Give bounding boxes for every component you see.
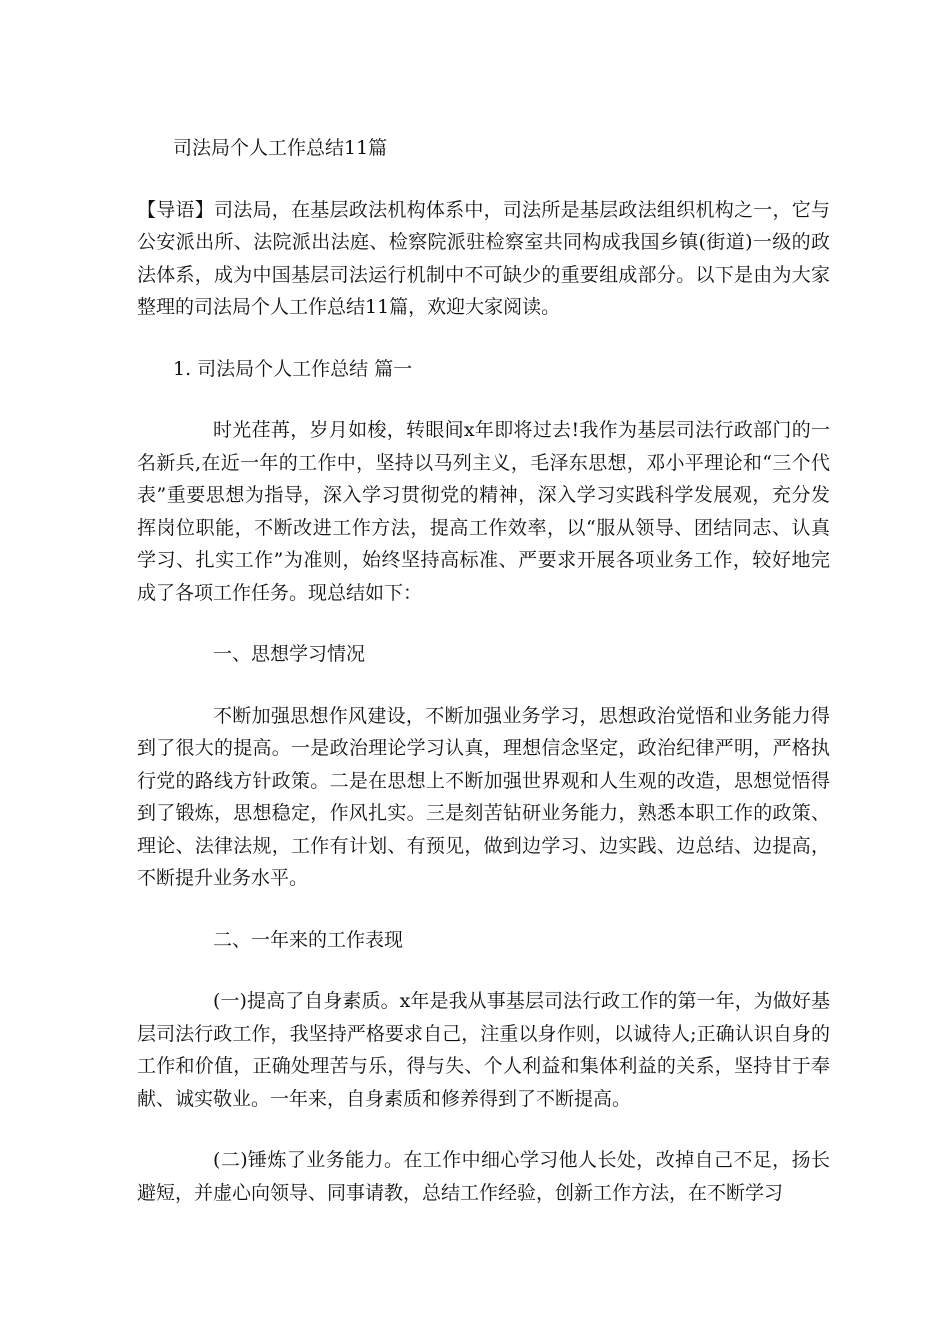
intro-paragraph: 【导语】司法局，在基层政法机构体系中，司法所是基层政法组织机构之一，它与公安派出所、法院派出法庭、检察院派驻检察室共同构成我国乡镇(街道)一级的政法体系，成为中国基层司法运行机制中不可缺少的重要组成部分。以下是由为大家整理的司法局个人工作总结11篇，欢迎大家阅读。 [137,198,830,318]
subheading-thought-study: 一、思想学习情况 [213,643,366,665]
subheading-work-performance: 二、一年来的工作表现 [213,928,404,951]
body-paragraph-3: (一)提高了自身素质。x年是我从事基层司法行政工作的第一年，为做好基层司法行政工作，我坚持严格要求自己，注重以身作则，以诚待人;正确认识自身的工作和价值，正确处理苦与乐，得与失、个人利益和集体利益的关系，坚持甘于奉献、诚实敬业。一年来，自身素质和修养得到了不断提高。 [137,990,830,1110]
body-paragraph-1: 时光荏苒，岁月如梭，转眼间x年即将过去!我作为基层司法行政部门的一名新兵,在近一年的工作中，坚持以马列主义，毛泽东思想，邓小平理论和“三个代表”重要思想为指导，深入学习贯彻党的精神，深入学习实践科学发展观，充分发挥岗位职能，不断改进工作方法，提高工作效率，以“服从领导、团结同志、认真学习、扎实工作”为准则，始终坚持高标准、严要求开展各项业务工作，较好地完成了各项工作任务。现总结如下： [137,419,830,604]
body-paragraph-2: 不断加强思想作风建设，不断加强业务学习，思想政治觉悟和业务能力得到了很大的提高。一是政治理论学习认真，理想信念坚定，政治纪律严明，严格执行党的路线方针政策。二是在思想上不断加强世界观和人生观的改造，思想觉悟得到了锻炼，思想稳定，作风扎实。三是刻苦钻研业务能力，熟悉本职工作的政策、理论、法律法规，工作有计划、有预见，做到边学习、边实践、边总结、边提高，不断提升业务水平。 [137,704,830,889]
document-title: 司法局个人工作总结11篇 [173,137,388,159]
body-paragraph-4: (二)锤炼了业务能力。在工作中细心学习他人长处，改掉自己不足，扬长避短，并虚心向领导、同事请教，总结工作经验，创新工作方法，在不断学习 [137,1149,830,1204]
section-heading-1: 1. 司法局个人工作总结 篇一 [173,357,413,380]
